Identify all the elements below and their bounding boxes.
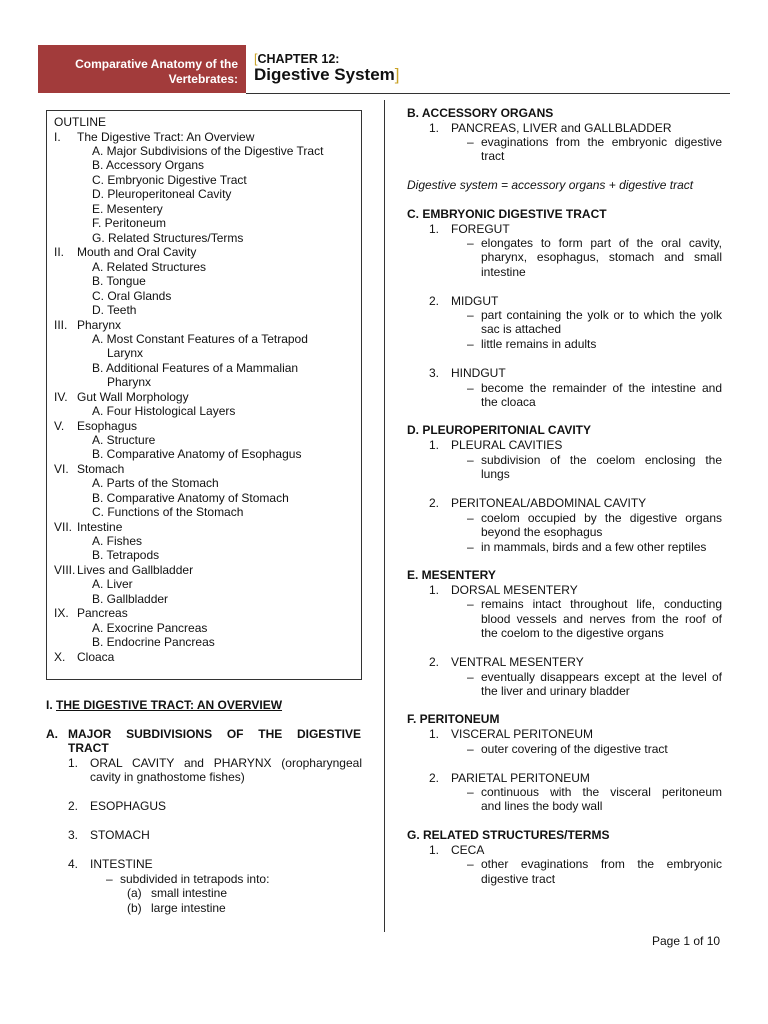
- right-text-line: PARIETAL PERITONEUM: [451, 771, 590, 785]
- right-text-line: eventually disappears except at the level of: [481, 670, 722, 684]
- outline-line: B. Comparative Anatomy of Esophagus: [92, 447, 302, 461]
- right-text-line: sac is attached: [481, 322, 562, 336]
- right-text-line: evaginations from the embryonic digestive: [481, 135, 722, 149]
- outline-line: Intestine: [77, 520, 123, 534]
- outline-line: A. Structure: [92, 433, 156, 447]
- right-text-line: the cloaca: [481, 395, 536, 409]
- right-text-line: DORSAL MESENTERY: [451, 583, 578, 597]
- outline-line: E. Mesentery: [92, 202, 163, 216]
- right-text-line: digestive tract: [481, 872, 556, 886]
- outline-line: Lives and Gallbladder: [77, 563, 194, 577]
- outline-line: B. Accessory Organs: [92, 158, 205, 172]
- chapter-number: CHAPTER 12:: [257, 52, 340, 66]
- right-text-line: little remains in adults: [481, 337, 597, 351]
- right-text-line: –: [467, 511, 474, 525]
- outline-line: Pancreas: [77, 606, 128, 620]
- right-text-line: 1.: [429, 222, 440, 236]
- outline-line: B. Comparative Anatomy of Stomach: [92, 491, 289, 505]
- right-text-line: lungs: [481, 467, 510, 481]
- right-text-line: HINDGUT: [451, 366, 506, 380]
- outline-line: C. Functions of the Stomach: [92, 505, 244, 519]
- right-text-line: intestine: [481, 265, 526, 279]
- right-text-line: –: [467, 381, 474, 395]
- left-text-line: THE DIGESTIVE TRACT: AN OVERVIEW: [56, 698, 283, 712]
- outline-line: IV.: [54, 390, 68, 404]
- right-text-line: D. PLEUROPERITONIAL CAVITY: [407, 423, 592, 437]
- course-banner: [38, 45, 246, 93]
- outline-line: Gut Wall Morphology: [77, 390, 189, 404]
- outline-line: VII.: [54, 520, 73, 534]
- left-text-line: large intestine: [151, 901, 226, 915]
- left-text-line: 1.: [68, 756, 79, 770]
- right-text-line: coelom occupied by the digestive organs: [481, 511, 722, 525]
- right-text-line: –: [467, 337, 474, 351]
- outline-line: VI.: [54, 462, 69, 476]
- right-text-line: –: [467, 135, 474, 149]
- left-text-line: (b): [127, 901, 142, 915]
- left-text-line: A.: [46, 727, 58, 741]
- outline-line: D. Pleuroperitoneal Cavity: [92, 187, 232, 201]
- right-text-line: become the remainder of the intestine and: [481, 381, 722, 395]
- outline-line: VIII.: [54, 563, 76, 577]
- right-text-line: C. EMBRYONIC DIGESTIVE TRACT: [407, 207, 607, 221]
- outline-line: C. Oral Glands: [92, 289, 172, 303]
- right-text-line: the liver and urinary bladder: [481, 684, 630, 698]
- outline-line: A. Related Structures: [92, 260, 207, 274]
- right-text-line: –: [467, 236, 474, 250]
- outline-line: A. Most Constant Features of a Tetrapod: [92, 332, 308, 346]
- left-text-line: ESOPHAGUS: [90, 799, 167, 813]
- outline-line: A. Fishes: [92, 534, 143, 548]
- right-text-line: blood vessels and nerves from the roof of: [481, 612, 722, 626]
- right-text-line: 2.: [429, 294, 440, 308]
- outline-line: I.: [54, 130, 61, 144]
- right-text-line: the coelom to the digestive organs: [481, 626, 664, 640]
- left-text-line: INTESTINE: [90, 857, 153, 871]
- right-text-line: E. MESENTERY: [407, 568, 496, 582]
- course-title-line1: Comparative Anatomy of the: [75, 57, 238, 71]
- outline-line: II.: [54, 245, 65, 259]
- right-text-line: part containing the yolk or to which the yolk: [481, 308, 722, 322]
- outline-line: A. Four Histological Layers: [92, 404, 236, 418]
- course-title-line2: Vertebrates:: [168, 72, 238, 86]
- right-text-line: and lines the body wall: [481, 799, 603, 813]
- outline-line: G. Related Structures/Terms: [92, 231, 244, 245]
- right-text-line: Digestive system = accessory organs + digestive tract: [407, 178, 694, 192]
- right-text-line: –: [467, 670, 474, 684]
- right-text-line: G. RELATED STRUCTURES/TERMS: [407, 828, 610, 842]
- right-text-line: B. ACCESSORY ORGANS: [407, 106, 554, 120]
- right-text-line: PERITONEAL/ABDOMINAL CAVITY: [451, 496, 647, 510]
- left-text-line: subdivided in tetrapods into:: [120, 872, 270, 886]
- right-text-line: tract: [481, 149, 505, 163]
- outline-line: Cloaca: [77, 650, 115, 664]
- outline-line: D. Teeth: [92, 303, 137, 317]
- right-text-line: –: [467, 453, 474, 467]
- outline-line: A. Liver: [92, 577, 133, 591]
- right-text-line: MIDGUT: [451, 294, 499, 308]
- right-text-line: PANCREAS, LIVER and GALLBLADDER: [451, 121, 672, 135]
- left-text-line: 4.: [68, 857, 79, 871]
- right-text-line: VENTRAL MESENTERY: [451, 655, 584, 669]
- outline-line: III.: [54, 318, 68, 332]
- outline-line: Larynx: [107, 346, 144, 360]
- chapter-label: [254, 52, 339, 66]
- column-divider: [384, 100, 385, 932]
- bracket-close: ]: [394, 65, 400, 84]
- right-text-line: in mammals, birds and a few other reptiles: [481, 540, 707, 554]
- right-text-line: 1.: [429, 843, 440, 857]
- left-text-line: small intestine: [151, 886, 228, 900]
- outline-line: B. Tetrapods: [92, 548, 160, 562]
- right-text-line: –: [467, 857, 474, 871]
- outline-line: A. Exocrine Pancreas: [92, 621, 208, 635]
- right-text-line: outer covering of the digestive tract: [481, 742, 668, 756]
- right-text-line: beyond the esophagus: [481, 525, 603, 539]
- left-text-line: –: [106, 872, 113, 886]
- page-number: Page 1 of 10: [652, 934, 721, 948]
- outline-line: Pharynx: [107, 375, 152, 389]
- outline-line: B. Gallbladder: [92, 592, 169, 606]
- outline-line: OUTLINE: [54, 115, 107, 129]
- outline-line: F. Peritoneum: [92, 216, 167, 230]
- outline-line: V.: [54, 419, 65, 433]
- left-text-line: 3.: [68, 828, 79, 842]
- left-text-line: cavity in gnathostome fishes): [90, 770, 245, 784]
- outline-line: Esophagus: [77, 419, 138, 433]
- page-title: [254, 65, 400, 85]
- bracket-open: [: [254, 52, 258, 66]
- right-text-line: –: [467, 785, 474, 799]
- right-text-line: –: [467, 597, 474, 611]
- outline-line: B. Tongue: [92, 274, 146, 288]
- outline-line: Stomach: [77, 462, 125, 476]
- outline-line: C. Embryonic Digestive Tract: [92, 173, 247, 187]
- right-text-line: VISCERAL PERITONEUM: [451, 727, 594, 741]
- outline-line: A. Major Subdivisions of the Digestive Tract: [92, 144, 324, 158]
- right-text-line: 1.: [429, 121, 440, 135]
- right-text-line: 1.: [429, 583, 440, 597]
- subject-title: Digestive System: [254, 65, 395, 84]
- right-text-line: PLEURAL CAVITIES: [451, 438, 563, 452]
- left-text-line: MAJOR SUBDIVISIONS OF THE DIGESTIVE: [68, 727, 361, 741]
- outline-line: The Digestive Tract: An Overview: [77, 130, 255, 144]
- right-text-line: 2.: [429, 655, 440, 669]
- outline-line: X.: [54, 650, 66, 664]
- outline-line: B. Additional Features of a Mammalian: [92, 361, 299, 375]
- left-text-line: I.: [46, 698, 53, 712]
- right-text-line: F. PERITONEUM: [407, 712, 500, 726]
- outline-line: Mouth and Oral Cavity: [77, 245, 197, 259]
- outline-line: A. Parts of the Stomach: [92, 476, 219, 490]
- right-text-line: 1.: [429, 438, 440, 452]
- right-text-line: FOREGUT: [451, 222, 510, 236]
- left-text-line: 2.: [68, 799, 79, 813]
- outline-line: Pharynx: [77, 318, 122, 332]
- right-text-line: subdivision of the coelom enclosing the: [481, 453, 722, 467]
- right-text-line: CECA: [451, 843, 485, 857]
- right-text-line: –: [467, 540, 474, 554]
- left-text-line: ORAL CAVITY and PHARYNX (oropharyngeal: [90, 756, 362, 770]
- right-text-line: 2.: [429, 496, 440, 510]
- right-text-line: pharynx, esophagus, stomach and small: [481, 250, 722, 264]
- right-text-line: remains intact throughout life, conducting: [481, 597, 722, 611]
- right-text-line: 1.: [429, 727, 440, 741]
- right-text-line: continuous with the visceral peritoneum: [481, 785, 722, 799]
- left-text-line: STOMACH: [90, 828, 150, 842]
- left-text-line: (a): [127, 886, 142, 900]
- outline-line: B. Endocrine Pancreas: [92, 635, 215, 649]
- right-text-line: –: [467, 742, 474, 756]
- right-text-line: 2.: [429, 771, 440, 785]
- right-text-line: other evaginations from the embryonic: [481, 857, 722, 871]
- header-divider: [246, 93, 730, 94]
- right-text-line: elongates to form part of the oral cavity,: [481, 236, 722, 250]
- outline-line: IX.: [54, 606, 69, 620]
- right-text-line: –: [467, 308, 474, 322]
- left-text-line: TRACT: [68, 741, 109, 755]
- right-text-line: 3.: [429, 366, 440, 380]
